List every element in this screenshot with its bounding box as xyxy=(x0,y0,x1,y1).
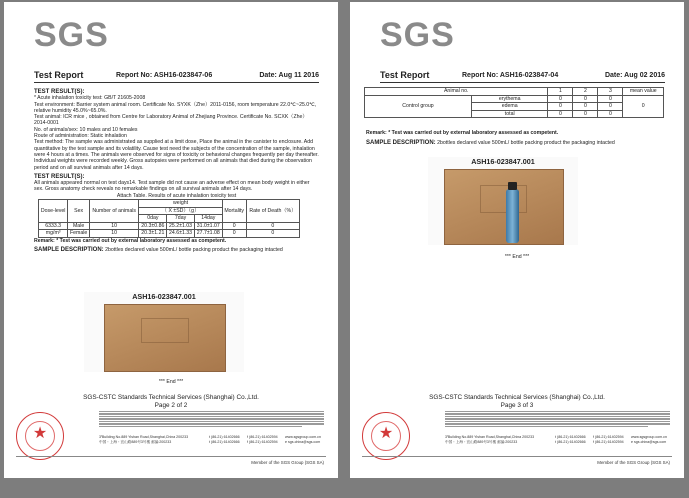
company-seal-icon: ★ xyxy=(362,412,410,460)
th-mean: mean value xyxy=(623,88,664,96)
report-header xyxy=(380,70,665,80)
report-number: Report No: ASH16-023847-04 xyxy=(462,72,559,79)
page-number: Page 2 of 2 xyxy=(154,402,188,409)
cell: 25.2±1.03 xyxy=(167,222,195,230)
website: www.sgsgroup.com.cn xyxy=(285,435,321,439)
cell: erythema xyxy=(471,95,548,103)
th-weight-sub: （ X̄ ±SD）（g） xyxy=(139,207,222,215)
group-cell: Control group xyxy=(365,95,472,118)
th-rate: Rate of Death（%） xyxy=(246,200,299,223)
footer-divider xyxy=(16,456,326,457)
cell: 6333.3 xyxy=(39,222,68,230)
sgs-logo: SGS xyxy=(34,16,109,54)
address-block xyxy=(445,435,670,445)
cell: Female xyxy=(68,230,90,238)
end-marker: *** End *** xyxy=(504,254,530,260)
report-title: Test Report xyxy=(380,70,430,80)
cell: 20.3±0.86 xyxy=(139,222,167,230)
th-col3: 3 xyxy=(598,88,623,96)
sample-text: 2bottles declared value 500mL/ bottle packing product the packaging intacted xyxy=(105,246,283,253)
report-title: Test Report xyxy=(34,70,84,80)
th-number: Number of animals xyxy=(89,200,139,223)
th-day14: 14day xyxy=(194,215,222,223)
cell: 0 xyxy=(222,222,246,230)
sample-text: 2bottles declared value 500mL/ bottle packing product the packaging intacted xyxy=(437,140,615,147)
cell: Male xyxy=(68,222,90,230)
body-line: * Acute inhalation toxicity test: GB/T 21605-2008 xyxy=(34,95,146,102)
fax: f (86-21) 61402594 xyxy=(247,440,278,444)
cell: 0 xyxy=(246,230,299,238)
remark: Remark: * Test was carried out by external laboratory assessed as competent. xyxy=(34,237,227,244)
th-col1: 1 xyxy=(548,88,573,96)
fax: f (86-21) 61402594 xyxy=(593,440,624,444)
report-header xyxy=(34,70,319,80)
fax: f (86-21) 61402594 xyxy=(247,435,278,439)
body-line: Route of administration: Static inhalation xyxy=(34,133,127,140)
cell: 31.0±1.07 xyxy=(194,222,222,230)
section-heading: TEST RESULT(S): xyxy=(34,89,85,95)
address-en: 3ᶠBuilding No.889 Yishan Road,Shanghai,China 200233 xyxy=(99,435,189,439)
th-day7: 7day xyxy=(167,215,195,223)
company-seal-icon: ★ xyxy=(16,412,64,460)
cell: 0 xyxy=(573,95,598,103)
sample-photo xyxy=(84,292,244,372)
address-cn: 中国・上海・宜山路889号3号楼 邮编:200233 xyxy=(445,440,518,444)
address-cn: 中国・上海・宜山路889号3号楼 邮编:200233 xyxy=(99,440,172,444)
body-line: No. of animals/sex: 10 males and 10 females xyxy=(34,126,138,133)
cell: 0 xyxy=(598,110,623,118)
body-line: Test method: The sample was administrated as supplied at a limit dose, Place the animal in the canister to enclosure. Add quantitative by the test sample and its volatility. Cause test need the subjects of the concentration of the sample, inhalation were 4 hours at a times. The animals were observed for signs of toxicity or behavioral changes frequently per day thereafter. Individual weights were recorded weekly. Gross autopsies were performed on all animals that died during the observation period and on all survival animals after 14 days. xyxy=(34,139,319,171)
sample-label: SAMPLE DESCRIPTION: xyxy=(34,246,104,253)
tel: t (86-21) 61402666 xyxy=(555,440,586,444)
cell: 0 xyxy=(598,95,623,103)
company-name: SGS-CSTC Standards Technical Services (Shanghai) Co.,Ltd. xyxy=(429,394,605,401)
mean-cell: 0 xyxy=(623,95,664,118)
body-line: Test environment: Barrier system animal room. Certificate No. SYXK（Zhe）2011-0156, room temperature 22.0℃~25.0℃, relative humidity 45.0%~65.0%. xyxy=(34,101,317,114)
cell: 0 xyxy=(246,222,299,230)
cell: 0 xyxy=(548,95,573,103)
cell: total xyxy=(471,110,548,118)
remark: Remark: * Test was carried out by external laboratory assessed as competent. xyxy=(366,130,559,136)
tel: t (86-21) 61402666 xyxy=(555,435,586,439)
section-heading: TEST RESULT(S): xyxy=(34,173,85,180)
bottle-cap xyxy=(508,182,517,190)
fine-print xyxy=(99,411,324,428)
table-caption: Attach Table. Results of acute inhalation toxicity test xyxy=(116,192,237,199)
cell: 27.7±1.08 xyxy=(194,230,222,238)
cell: mg/m³ xyxy=(39,230,68,238)
report-number: Report No: ASH16-023847-06 xyxy=(116,72,213,79)
cell: 0 xyxy=(598,103,623,111)
footer-divider xyxy=(362,456,672,457)
th-day0: 0day xyxy=(139,215,167,223)
product-bottle xyxy=(506,189,519,243)
photo-label: ASH16-023847.001 xyxy=(471,157,535,166)
end-marker: *** End *** xyxy=(158,379,184,385)
th-sex: Sex xyxy=(68,200,90,223)
table-row xyxy=(39,222,300,230)
cell: 0 xyxy=(573,110,598,118)
product-box xyxy=(444,169,564,245)
th-col2: 2 xyxy=(573,88,598,96)
report-page-right xyxy=(350,2,684,478)
report-body xyxy=(366,130,666,147)
fine-print xyxy=(445,411,670,428)
member-note: Member of the SGS Group (SGS SA) xyxy=(251,460,324,465)
cell: 20.3±1.21 xyxy=(139,230,167,238)
report-page-left xyxy=(4,2,338,478)
report-body xyxy=(34,86,319,253)
sample-photo xyxy=(428,157,578,245)
cell: 10 xyxy=(89,230,139,238)
email: e sgs.china@sgs.com xyxy=(285,440,321,444)
cell: 0 xyxy=(222,230,246,238)
member-note: Member of the SGS Group (SGS SA) xyxy=(597,460,670,465)
cell: 0 xyxy=(573,103,598,111)
address-en: 3ᶠBuilding No.889 Yishan Road,Shanghai,China 200233 xyxy=(445,435,535,439)
th-animal-no: Animal no. xyxy=(365,88,548,96)
th-dose: Dose-level xyxy=(39,200,68,223)
sample-label: SAMPLE DESCRIPTION: xyxy=(366,140,436,147)
th-mortality: Mortality xyxy=(222,200,246,223)
cell: 10 xyxy=(89,222,139,230)
header-divider xyxy=(380,82,665,83)
tel: t (86-21) 61402666 xyxy=(209,440,240,444)
cell: 0 xyxy=(548,103,573,111)
photo-label: ASH16-023847.001 xyxy=(132,292,196,301)
website: www.sgsgroup.com.cn xyxy=(631,435,667,439)
sgs-logo: SGS xyxy=(380,16,455,54)
cell: 24.6±1.33 xyxy=(167,230,195,238)
irritation-table xyxy=(364,87,664,118)
page-number: Page 3 of 3 xyxy=(500,402,534,409)
report-date: Date: Aug 11 2016 xyxy=(259,72,319,79)
company-name: SGS-CSTC Standards Technical Services (Shanghai) Co.,Ltd. xyxy=(83,394,259,401)
th-weight: weight xyxy=(139,200,222,208)
toxicity-table xyxy=(38,199,300,238)
cell: 0 xyxy=(548,110,573,118)
email: e sgs.china@sgs.com xyxy=(631,440,667,444)
address-block xyxy=(99,435,324,445)
report-date: Date: Aug 02 2016 xyxy=(604,72,665,79)
table-row xyxy=(39,230,300,238)
body-line: Test animal: ICR mice , obtained from Centre for Laboratory Animal of Zhejiang Province. Certificate No. SCXK（Zhe）2014-0001 xyxy=(34,114,308,127)
fax: f (86-21) 61402594 xyxy=(593,435,624,439)
tel: t (86-21) 61402666 xyxy=(209,435,240,439)
header-divider xyxy=(34,82,319,83)
cell: edema xyxy=(471,103,548,111)
table-row xyxy=(365,95,664,103)
result-text: All animals appeared normal on test days14. Test sample did not cause an adverse effect on mean body weight in either sex. Gross anatomy check reveals no remarkable findings on all survival animals after 14 days. xyxy=(34,180,310,193)
product-box xyxy=(104,304,226,372)
